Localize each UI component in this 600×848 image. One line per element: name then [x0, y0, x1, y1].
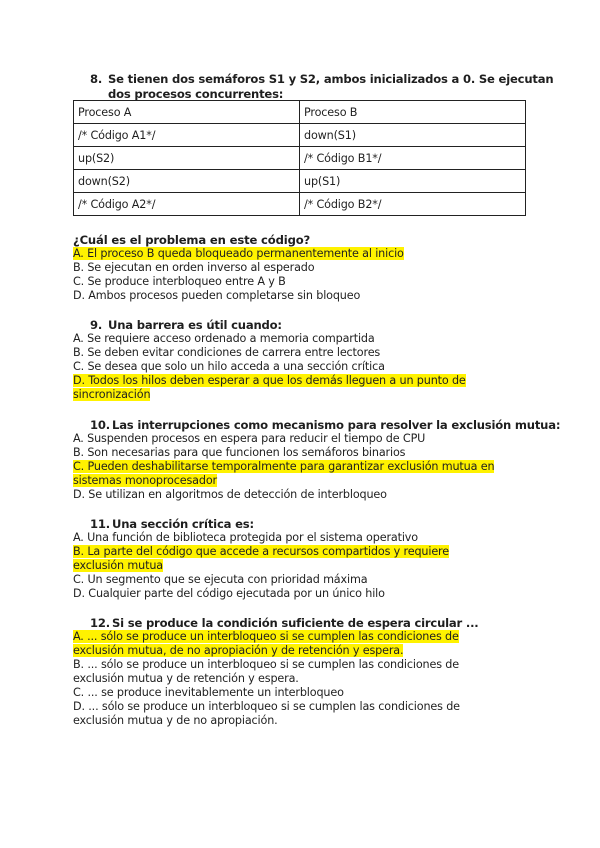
highlighted-answer: sistemas monoprocesador: [73, 474, 217, 487]
option-d-continued: [73, 388, 150, 402]
option-d: [73, 374, 466, 388]
question-8-prompt: ¿Cuál es el problema en este código?: [73, 233, 311, 247]
option-d: D. ... sólo se produce un interbloqueo si se cumplen las condiciones de: [73, 700, 460, 713]
question-number: 8.: [90, 72, 103, 86]
highlighted-answer: exclusión mutua: [73, 559, 163, 572]
option-a-continued: [73, 644, 403, 658]
question-number: 10.: [90, 418, 110, 432]
table-cell: /* Código A2*/: [74, 193, 300, 216]
option-a: [73, 247, 404, 261]
option-c: C. Se produce interbloqueo entre A y B: [73, 275, 286, 288]
question-12-title: [90, 616, 479, 631]
question-9-title: [90, 318, 282, 333]
question-text-continued: dos procesos concurrentes:: [108, 87, 284, 101]
option-c: [73, 460, 494, 474]
option-b: [73, 545, 449, 559]
option-b: B. Son necesarias para que funcionen los semáforos binarios: [73, 446, 406, 459]
question-11-title: [90, 517, 254, 532]
question-text: Las interrupciones como mecanismo para resolver la exclusión mutua:: [112, 418, 561, 432]
highlighted-answer: sincronización: [73, 388, 151, 401]
option-c-continued: [73, 474, 217, 488]
table-row: [74, 193, 526, 216]
highlighted-answer: D. Todos los hilos deben esperar a que los demás lleguen a un punto de: [73, 374, 466, 387]
option-c: C. Un segmento que se ejecuta con prioridad máxima: [73, 573, 368, 586]
highlighted-answer: A. El proceso B queda bloqueado permanentemente al inicio: [73, 247, 404, 260]
process-table: [73, 100, 526, 216]
option-c: C. Se desea que solo un hilo acceda a una sección crítica: [73, 360, 385, 373]
table-header-cell: Proceso B: [300, 101, 526, 124]
option-b: B. Se deben evitar condiciones de carrera entre lectores: [73, 346, 381, 359]
option-d: D. Cualquier parte del código ejecutada por un único hilo: [73, 587, 385, 600]
question-10-title: [90, 418, 560, 433]
table-cell: down(S2): [74, 170, 300, 193]
highlighted-answer: exclusión mutua, de no apropiación y de retención y espera.: [73, 644, 404, 657]
option-d: D. Se utilizan en algoritmos de detección de interbloqueo: [73, 488, 387, 501]
table-cell: /* Código B1*/: [300, 147, 526, 170]
option-b-continued: [73, 559, 163, 573]
question-number: 11.: [90, 517, 110, 531]
question-number: 9.: [90, 318, 103, 332]
question-text: Una barrera es útil cuando:: [108, 318, 282, 332]
option-c: C. ... se produce inevitablemente un interbloqueo: [73, 686, 344, 699]
table-cell: /* Código A1*/: [74, 124, 300, 147]
table-row: [74, 170, 526, 193]
option-a: [73, 630, 459, 644]
option-a: A. Suspenden procesos en espera para reducir el tiempo de CPU: [73, 432, 426, 445]
question-text: Si se produce la condición suficiente de espera circular ...: [112, 616, 479, 630]
option-b: B. ... sólo se produce un interbloqueo si se cumplen las condiciones de: [73, 658, 459, 671]
question-text: Una sección crítica es:: [112, 517, 254, 531]
option-d-continued: exclusión mutua y de no apropiación.: [73, 714, 278, 727]
highlighted-answer: B. La parte del código que accede a recursos compartidos y requiere: [73, 545, 449, 558]
table-row: [74, 147, 526, 170]
option-d: D. Ambos procesos pueden completarse sin bloqueo: [73, 289, 361, 302]
option-a: A. Se requiere acceso ordenado a memoria compartida: [73, 332, 375, 345]
option-b: B. Se ejecutan en orden inverso al esperado: [73, 261, 315, 274]
table-cell: up(S2): [74, 147, 300, 170]
table-row: [74, 124, 526, 147]
question-number: 12.: [90, 616, 110, 630]
option-a: A. Una función de biblioteca protegida por el sistema operativo: [73, 531, 418, 544]
table-cell: down(S1): [300, 124, 526, 147]
question-8-title: [90, 72, 553, 102]
table-header-cell: Proceso A: [74, 101, 300, 124]
table-cell: /* Código B2*/: [300, 193, 526, 216]
table-header-row: [74, 101, 526, 124]
question-text: Se tienen dos semáforos S1 y S2, ambos inicializados a 0. Se ejecutan: [108, 72, 554, 86]
table-cell: up(S1): [300, 170, 526, 193]
option-b-continued: exclusión mutua y de retención y espera.: [73, 672, 299, 685]
highlighted-answer: A. ... sólo se produce un interbloqueo si se cumplen las condiciones de: [73, 630, 459, 643]
highlighted-answer: C. Pueden deshabilitarse temporalmente para garantizar exclusión mutua en: [73, 460, 495, 473]
